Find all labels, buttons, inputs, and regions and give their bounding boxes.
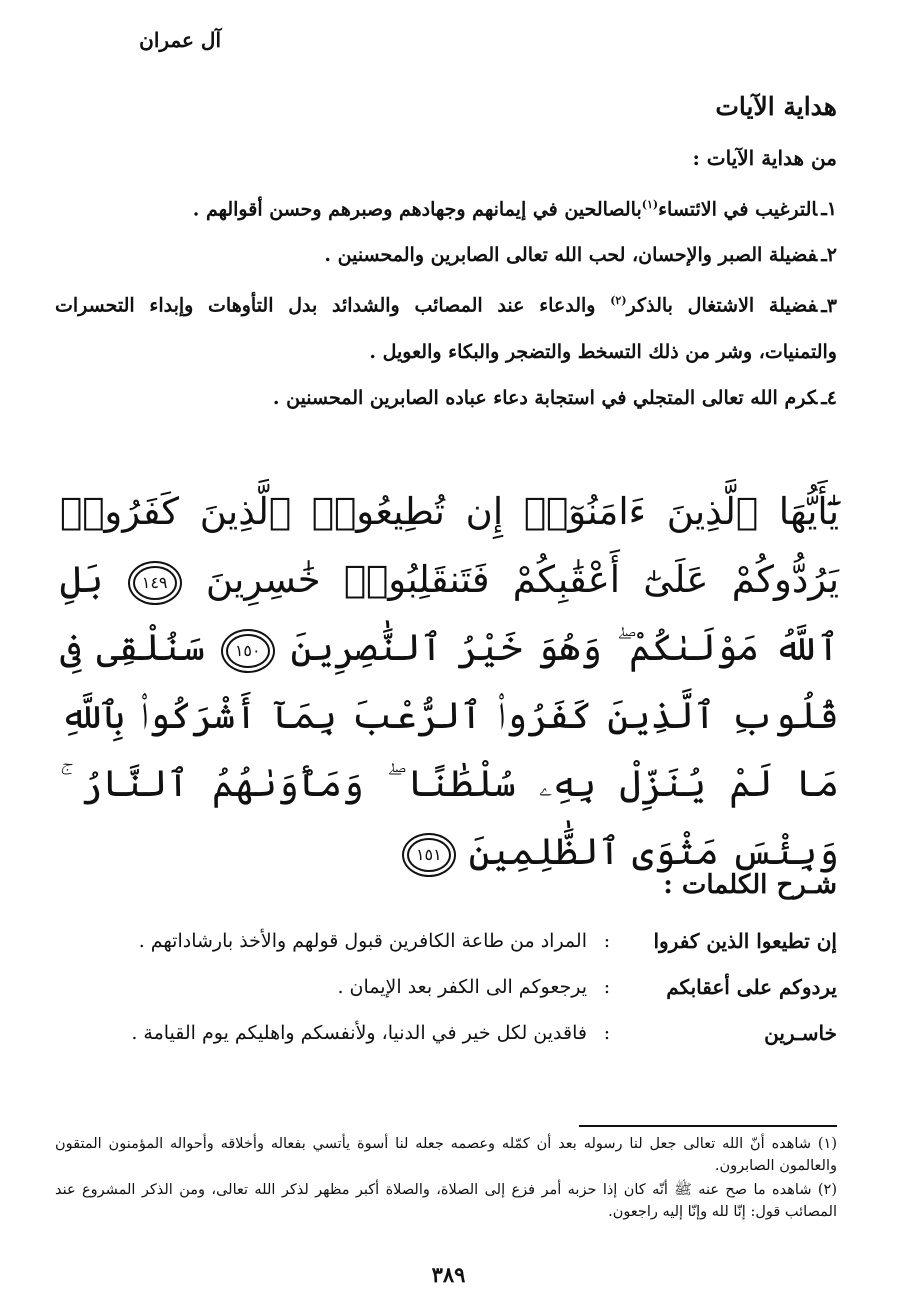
guidance-intro: من هداية الآيات : xyxy=(692,146,837,170)
vocabulary-definition: يرجعوكم الى الكفر بعد الإيمان . xyxy=(337,976,587,998)
vocabulary-definition: المراد من طاعة الكافرين قبول قولهم والأخذ بارشاداتهم . xyxy=(138,930,587,952)
page-number: ٣٨٩ xyxy=(431,1262,466,1287)
vocabulary-separator: : xyxy=(603,976,611,998)
ayah-number-marker: ١٥٠ xyxy=(226,634,270,668)
footnote: (٢) شاهده ما صح عنه ﷺ أنّه كان إذا حزبه أمر فزع إلى الصلاة، والصلاة أكبر مظهر لذكر الله تعالى، ومن الذكر المشروع عند المصائب قول: إنّا لله وإنّا إليه راجعون. xyxy=(55,1182,837,1220)
vocabulary-separator: : xyxy=(603,930,611,952)
guidance-point: ٤ـكرم الله تعالى المتجلي في استجابة دعاء عباده الصابرين المحسنين . xyxy=(272,386,837,409)
guidance-points xyxy=(55,182,837,421)
vocabulary-term: خاسـرين xyxy=(764,1021,837,1045)
vocabulary-row xyxy=(60,918,837,964)
verse-text: يَٰٓأَيُّهَا ٱلَّذِينَ ءَامَنُوٓا۟ إِن تُطِيعُوا۟ ٱلَّذِينَ كَفَرُوا۟ يَرُدُّوكُمْ عَلَىٰٓ أَعْقَٰبِكُمْ فَتَنقَلِبُوا۟ خَٰسِرِينَ xyxy=(60,490,840,601)
guidance-point: ٢ـفضيلة الصبر والإحسان، لحب الله تعالى الصابرين والمحسنين . xyxy=(324,244,837,267)
verse-text: بَلِ ٱللَّهُ مَوْلَىٰكُمْ ۖ وَهُوَ خَيْرُ ٱلنَّٰصِرِينَ xyxy=(60,558,839,669)
vocabulary-definition: فاقدين لكل خير في الدنيا، ولأنفسكم واهليكم يوم القيامة . xyxy=(131,1022,587,1044)
footnote-ref: (٢) xyxy=(610,294,627,308)
guidance-title: هداية الآيات xyxy=(715,92,837,121)
verse-text: سَنُلْقِى فِى قُلُوبِ ٱلَّذِينَ كَفَرُوا۟ ٱلرُّعْبَ بِمَآ أَشْرَكُوا۟ بِٱللَّهِ مَا لَمْ يُنَزِّلْ بِهِۦ سُلْطَٰنًا ۖ وَمَأْوَىٰهُمُ ٱلنَّارُ ۚ وَبِئْسَ مَثْوَى ٱلظَّٰلِمِينَ xyxy=(60,626,839,873)
surah-running-header: آل عمران xyxy=(139,28,221,52)
vocabulary-title: شـرح الكلمات : xyxy=(663,870,837,900)
vocabulary-row xyxy=(60,964,837,1010)
vocabulary-term: إن تطيعوا الذين كفروا xyxy=(653,929,837,953)
vocabulary-row xyxy=(60,1010,837,1056)
ayah-number-marker: ١٥١ xyxy=(407,838,451,872)
guidance-point: ١ـالترغيب في الائتساء$^{(١)}$بالصالحين في إيمانهم وجهادهم وصبرهم وحسن أقوالهم . xyxy=(192,198,837,221)
guidance-point: ٣ـفضيلة الاشتغال بالذكر$^{(٢)}$ والدعاء عند المصائب والشدائد بدل التأوهات وإبداء التحسرات والتمنيات، وشر من ذلك التسخط والتضجر والبكاء والعويل . xyxy=(55,294,837,363)
footnote-divider xyxy=(579,1125,837,1127)
ayah-number-marker: ١٤٩ xyxy=(133,566,177,600)
footnote: (١) شاهده أنّ الله تعالى جعل لنا رسوله بعد أن كمّله وعصمه جعله لنا أسوة يأتسي بفعاله وأخلاقه وأحواله المؤمنون المتقون والعالمون الصابرون. xyxy=(55,1136,838,1174)
quran-verses xyxy=(60,478,839,886)
vocabulary-separator: : xyxy=(603,1022,611,1044)
vocabulary-list xyxy=(60,918,837,1056)
footnotes xyxy=(55,1133,837,1225)
vocabulary-term: يردوكم على أعقابكم xyxy=(666,975,837,999)
footnote-ref: (١) xyxy=(641,198,659,211)
